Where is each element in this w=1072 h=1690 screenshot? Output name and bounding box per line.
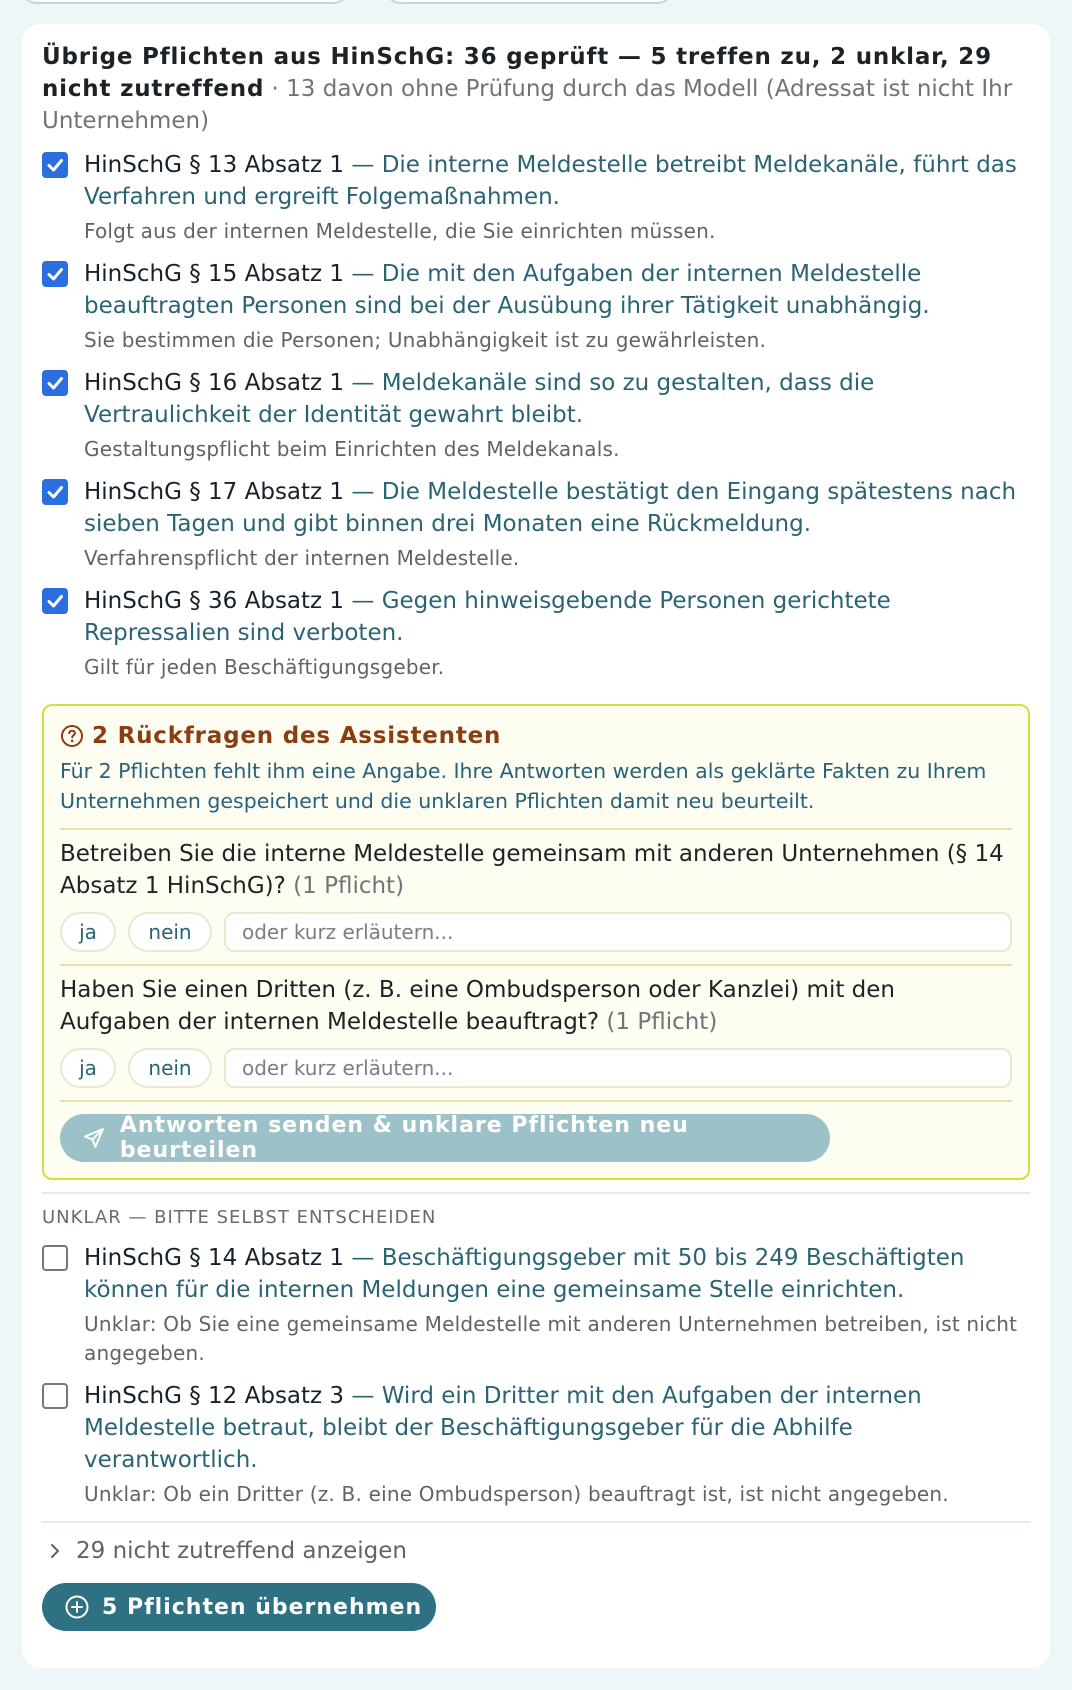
duty-checkbox[interactable]: [42, 479, 68, 505]
duty-description: Gegen hinweisgebende Personen gerichtete Repressalien sind verboten.: [84, 588, 891, 646]
unclear-duties-list: [42, 1242, 1030, 1509]
duty-separator: —: [344, 370, 382, 396]
duty-item: [42, 476, 1030, 573]
checkmark-icon: [45, 373, 65, 393]
assistant-title: [60, 720, 1012, 752]
answer-yes-button[interactable]: ja: [60, 1048, 116, 1088]
assistant-intro: Für 2 Pflichten fehlt ihm eine Angabe. Ihre Antworten werden als geklärte Fakten zu Ihrem Unternehmen gespeichert und die unklaren Pflichten damit neu beurteilt.: [60, 756, 1012, 830]
assistant-title-text: 2 Rückfragen des Assistenten: [92, 723, 502, 749]
duty-reference: HinSchG § 15 Absatz 1: [84, 261, 345, 287]
submit-answers-button[interactable]: [60, 1114, 830, 1162]
duty-reference: HinSchG § 17 Absatz 1: [84, 479, 345, 505]
answer-row: [60, 1048, 1012, 1088]
answer-explanation-input[interactable]: oder kurz erläutern...: [224, 1048, 1012, 1088]
answer-explanation-input[interactable]: oder kurz erläutern...: [224, 912, 1012, 952]
duty-note: Verfahrenspflicht der internen Meldestelle.: [84, 546, 520, 570]
checkmark-icon: [45, 264, 65, 284]
duty-description: Beschäftigungsgeber mit 50 bis 249 Beschäftigten können für die internen Meldungen eine gemeinsame Stelle einrichten.: [84, 1245, 965, 1303]
duty-reference: HinSchG § 12 Absatz 3: [84, 1383, 345, 1409]
take-duties-button[interactable]: [42, 1583, 436, 1631]
duty-item: [42, 149, 1030, 246]
assistant-question: [60, 830, 1012, 966]
previous-filter-pill-2[interactable]: [384, 0, 674, 4]
duty-reference: HinSchG § 16 Absatz 1: [84, 370, 345, 396]
duty-item: [42, 258, 1030, 355]
duty-note: Gilt für jeden Beschäftigungsgeber.: [84, 655, 445, 679]
duty-item: [42, 1380, 1030, 1509]
duty-note: Unklar: Ob Sie eine gemeinsame Meldestelle mit anderen Unternehmen betreiben, ist nicht angegeben.: [84, 1312, 1018, 1365]
unclear-section-label: UNKLAR — BITTE SELBST ENTSCHEIDEN: [42, 1207, 437, 1228]
answer-no-button[interactable]: nein: [128, 1048, 212, 1088]
duty-checkbox[interactable]: [42, 152, 68, 178]
question-circle-icon: [60, 724, 84, 748]
answer-yes-button[interactable]: ja: [60, 912, 116, 952]
duty-reference: HinSchG § 36 Absatz 1: [84, 588, 345, 614]
summary-note: · 13 davon ohne Prüfung durch das Modell (Adressat ist nicht Ihr Unternehmen): [42, 76, 1013, 134]
duty-separator: —: [344, 479, 382, 505]
assistant-question: [60, 966, 1012, 1102]
section-divider: [42, 1192, 1030, 1194]
checkmark-icon: [45, 591, 65, 611]
question-duty-count: (1 Pflicht): [599, 1009, 718, 1035]
duty-item: [42, 585, 1030, 682]
checkmark-icon: [45, 155, 65, 175]
duty-reference: HinSchG § 14 Absatz 1: [84, 1245, 345, 1271]
question-text-block: [60, 974, 1012, 1038]
duty-note: Gestaltungspflicht beim Einrichten des Meldekanals.: [84, 437, 620, 461]
submit-answers-label: Antworten senden & unklare Pflichten neu beurteilen: [119, 1113, 689, 1163]
summary-counts: Übrige Pflichten aus HinSchG: 36 geprüft — 5 treffen zu, 2 unklar, 29 nicht zutreffend: [42, 44, 992, 102]
duty-note: Unklar: Ob ein Dritter (z. B. eine Ombudsperson) beauftragt ist, ist nicht angegeben.: [84, 1482, 949, 1506]
duty-separator: —: [344, 1383, 382, 1409]
duty-description: Meldekanäle sind so zu gestalten, dass die Vertraulichkeit der Identität gewahrt bleibt.: [84, 370, 875, 428]
duty-note: Folgt aus der internen Meldestelle, die Sie einrichten müssen.: [84, 219, 716, 243]
duty-item: [42, 1242, 1030, 1368]
duty-description: Die Meldestelle bestätigt den Eingang spätestens nach sieben Tagen und gibt binnen drei Monaten eine Rückmeldung.: [84, 479, 1017, 537]
show-not-applicable-label: 29 nicht zutreffend anzeigen: [76, 1538, 407, 1564]
duty-note: Sie bestimmen die Personen; Unabhängigkeit ist zu gewährleisten.: [84, 328, 767, 352]
duty-description: Die mit den Aufgaben der internen Meldestelle beauftragten Personen sind bei der Ausübung ihrer Tätigkeit unabhängig.: [84, 261, 930, 319]
duty-checkbox[interactable]: [42, 588, 68, 614]
send-icon: [82, 1126, 106, 1150]
duty-separator: —: [344, 1245, 382, 1271]
question-text-block: [60, 838, 1012, 902]
duty-separator: —: [344, 152, 382, 178]
chevron-right-icon: [46, 1542, 64, 1560]
question-duty-count: (1 Pflicht): [285, 873, 405, 899]
plus-circle-icon: [64, 1594, 90, 1620]
duty-checkbox[interactable]: [42, 1245, 68, 1271]
question-text: Betreiben Sie die interne Meldestelle gemeinsam mit anderen Unternehmen (§ 14 Absatz 1 HinSchG)?: [60, 841, 1004, 899]
applicable-duties-list: [42, 149, 1030, 682]
duty-description: Wird ein Dritter mit den Aufgaben der internen Meldestelle betraut, bleibt der Beschäftigungsgeber für die Abhilfe verantwortlich.: [84, 1383, 922, 1473]
duty-checkbox[interactable]: [42, 370, 68, 396]
checkmark-icon: [45, 482, 65, 502]
duty-separator: —: [344, 588, 382, 614]
duties-card: [22, 24, 1050, 1668]
assistant-questions-panel: [42, 704, 1030, 1180]
previous-filter-pill-1[interactable]: [20, 0, 350, 4]
duties-summary-heading: [42, 41, 1030, 137]
duty-separator: —: [344, 261, 382, 287]
take-duties-label: 5 Pflichten übernehmen: [102, 1594, 423, 1620]
answer-no-button[interactable]: nein: [128, 912, 212, 952]
duty-description: Die interne Meldestelle betreibt Meldekanäle, führt das Verfahren und ergreift Folgemaßnahmen.: [84, 152, 1017, 210]
duty-checkbox[interactable]: [42, 1383, 68, 1409]
answer-row: [60, 912, 1012, 952]
question-text: Haben Sie einen Dritten (z. B. eine Ombudsperson oder Kanzlei) mit den Aufgaben der internen Meldestelle beauftragt?: [60, 977, 896, 1035]
duty-checkbox[interactable]: [42, 261, 68, 287]
duty-item: [42, 367, 1030, 464]
show-not-applicable-toggle[interactable]: [42, 1533, 1030, 1569]
section-divider: [42, 1521, 1030, 1523]
duty-reference: HinSchG § 13 Absatz 1: [84, 152, 345, 178]
